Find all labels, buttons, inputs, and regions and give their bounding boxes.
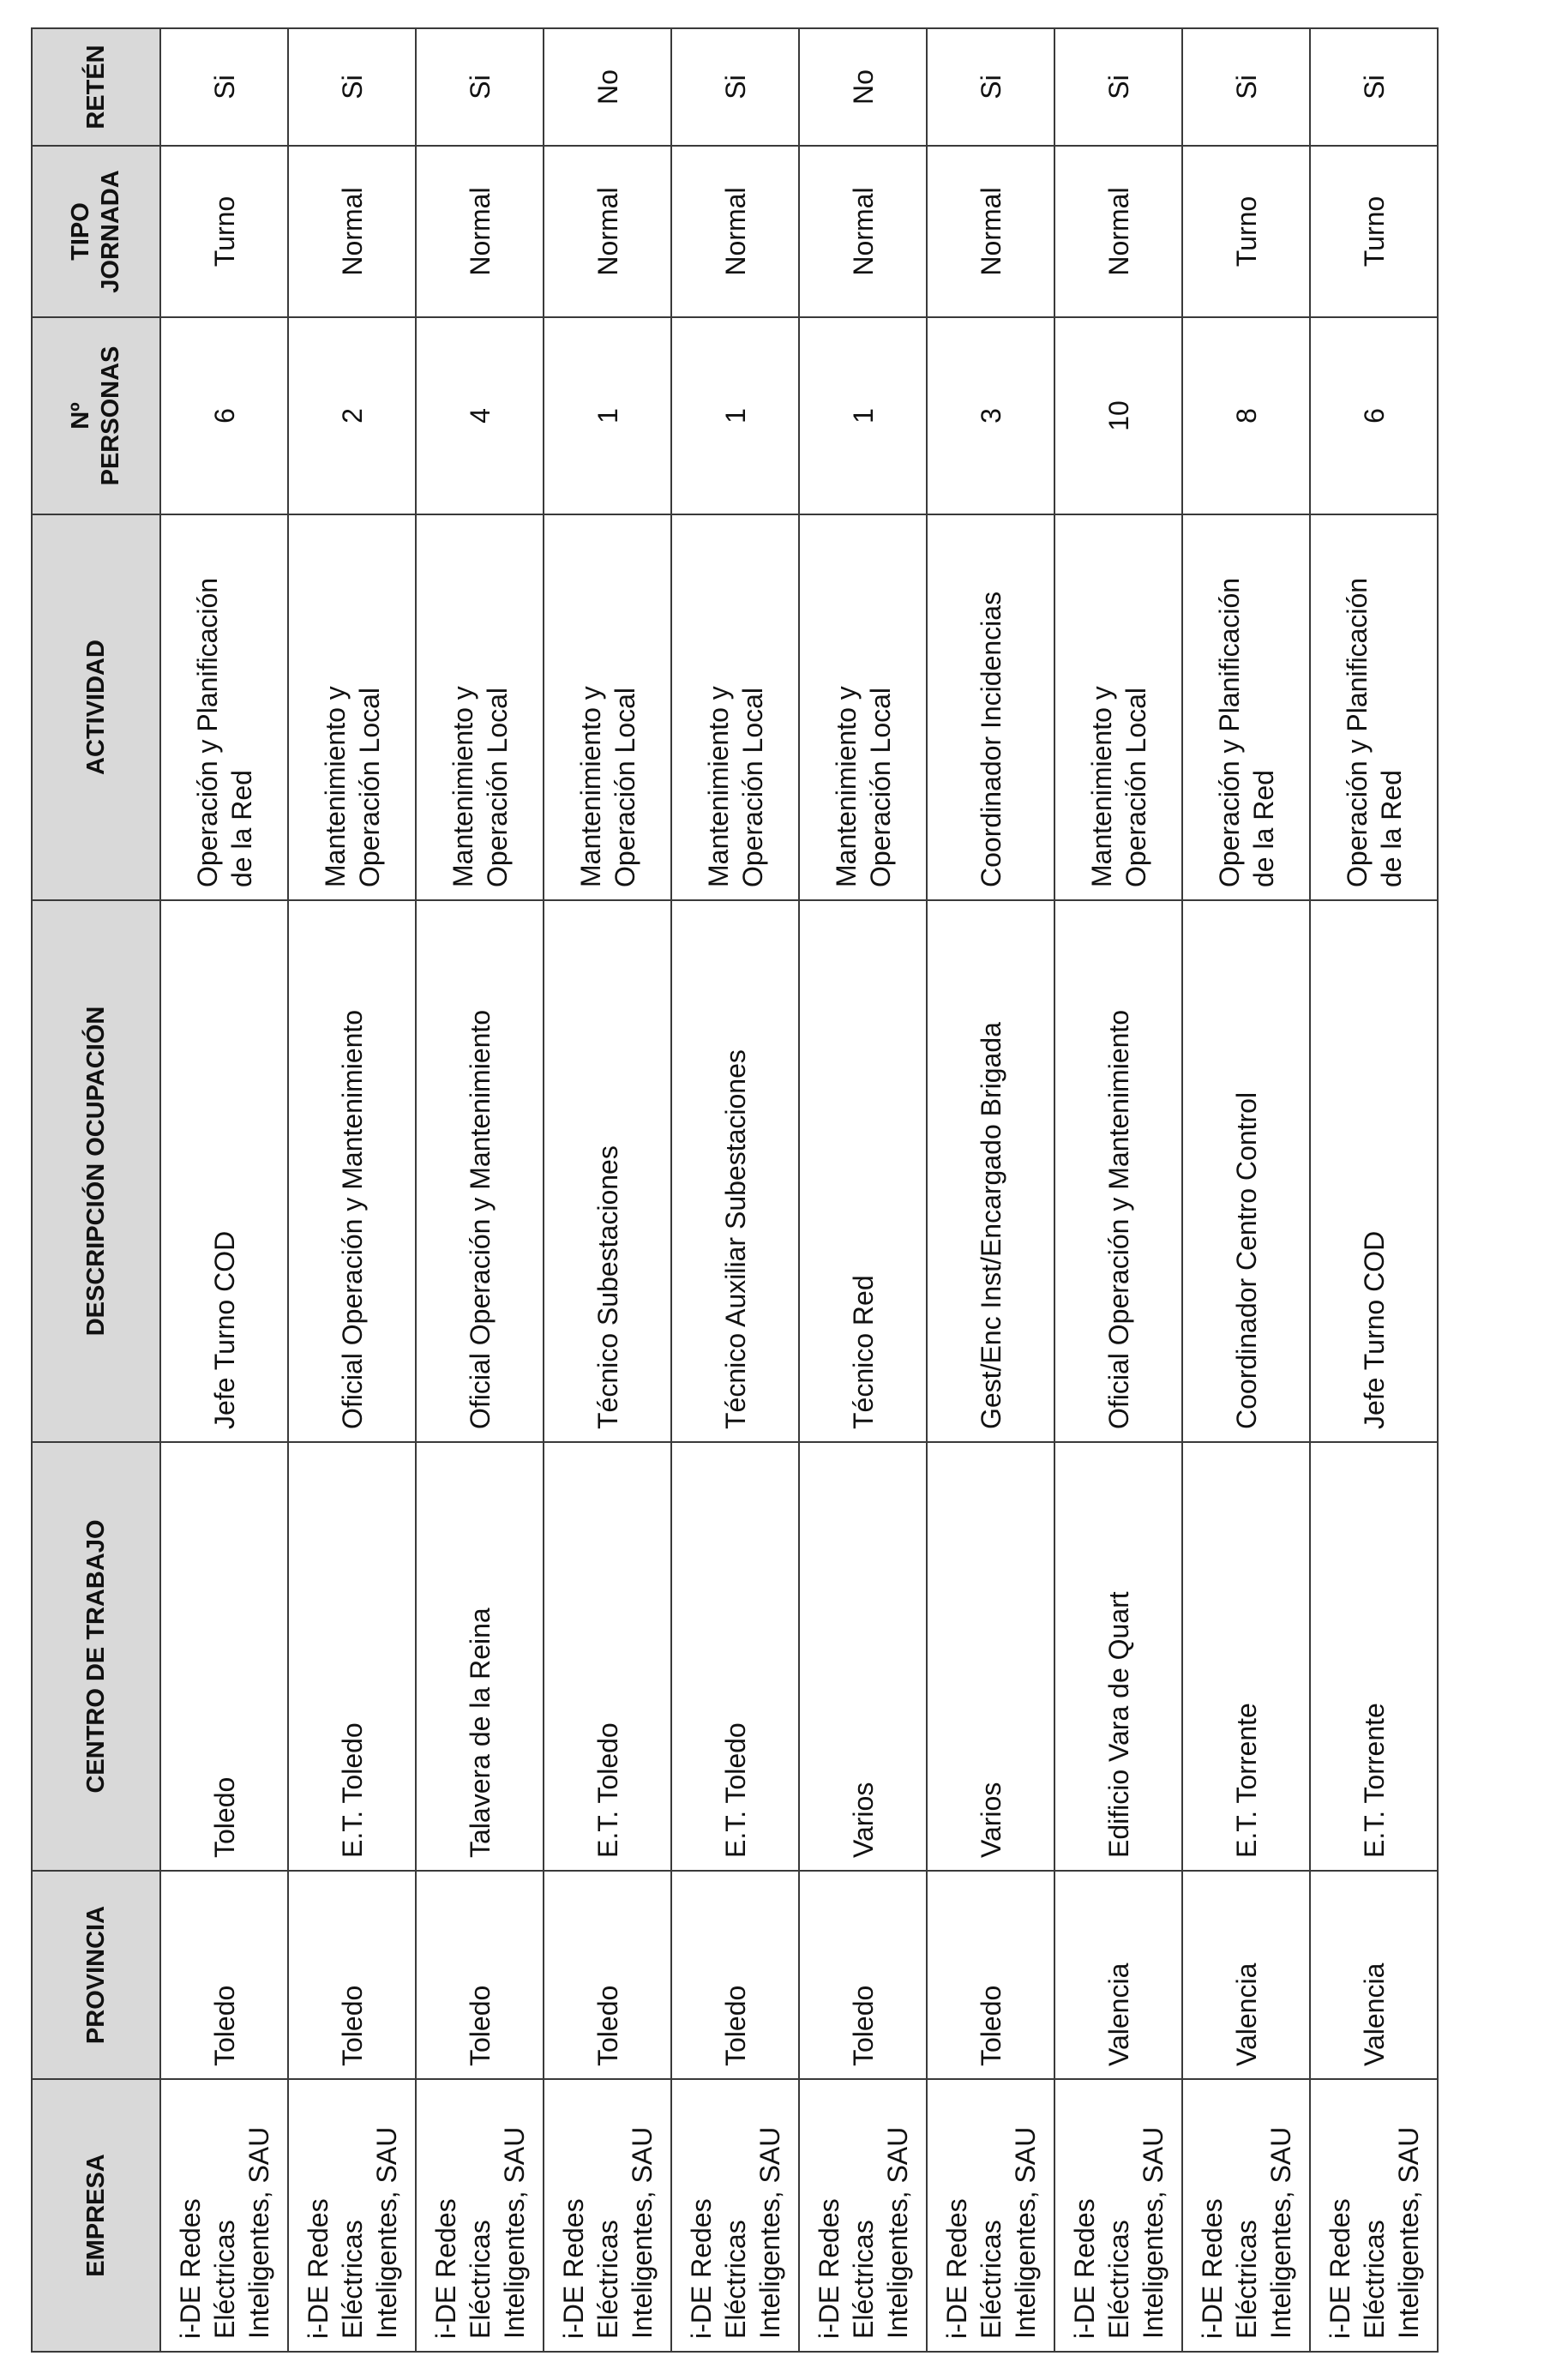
empresa-line2: Eléctricas <box>975 2220 1006 2339</box>
empresa-line2: Eléctricas <box>464 2220 496 2339</box>
cell-centro: E.T. Torrente <box>1182 1442 1310 1871</box>
cell-jornada: Normal <box>799 146 927 317</box>
header-personas <box>32 317 160 514</box>
actividad-line2: Operación Local <box>609 687 640 887</box>
cell-provincia: Toledo <box>160 1871 288 2079</box>
actividad-line1: Mantenimiento y <box>319 686 351 887</box>
cell-reten: No <box>544 28 671 146</box>
empresa-line1: i-DE Redes <box>174 2198 206 2339</box>
cell-actividad <box>160 514 288 900</box>
header-jornada <box>32 146 160 317</box>
actividad-line1: Mantenimiento y <box>830 686 862 887</box>
cell-descripcion: Técnico Red <box>799 900 927 1442</box>
cell-jornada: Normal <box>1054 146 1182 317</box>
cell-personas: 1 <box>799 317 927 514</box>
cell-personas: 4 <box>416 317 544 514</box>
cell-personas: 8 <box>1182 317 1310 514</box>
empresa-line3: Inteligentes, SAU <box>243 2126 274 2339</box>
cell-provincia: Valencia <box>1054 1871 1182 2079</box>
workforce-table <box>31 27 1439 2353</box>
cell-actividad <box>544 514 671 900</box>
empresa-line3: Inteligentes, SAU <box>754 2126 785 2339</box>
cell-jornada: Normal <box>416 146 544 317</box>
cell-descripcion: Oficial Operación y Mantenimiento <box>416 900 544 1442</box>
cell-reten: Si <box>1310 28 1438 146</box>
header-personas-line1: Nº <box>67 402 95 430</box>
table-row <box>416 28 544 2352</box>
empresa-line2: Eléctricas <box>592 2220 623 2339</box>
cell-descripcion: Oficial Operación y Mantenimiento <box>1054 900 1182 1442</box>
cell-descripcion: Jefe Turno COD <box>160 900 288 1442</box>
cell-descripcion: Jefe Turno COD <box>1310 900 1438 1442</box>
cell-reten: Si <box>160 28 288 146</box>
cell-provincia: Toledo <box>927 1871 1054 2079</box>
empresa-line1: i-DE Redes <box>557 2198 589 2339</box>
cell-reten: Si <box>671 28 799 146</box>
cell-actividad <box>671 514 799 900</box>
empresa-line2: Eléctricas <box>1230 2220 1262 2339</box>
cell-jornada: Turno <box>160 146 288 317</box>
cell-reten: Si <box>1182 28 1310 146</box>
cell-provincia: Toledo <box>416 1871 544 2079</box>
cell-empresa <box>1054 2079 1182 2352</box>
empresa-line3: Inteligentes, SAU <box>881 2126 913 2339</box>
cell-descripcion: Oficial Operación y Mantenimiento <box>288 900 416 1442</box>
empresa-line2: Eléctricas <box>208 2220 240 2339</box>
cell-actividad <box>1310 514 1438 900</box>
cell-reten: Si <box>416 28 544 146</box>
actividad-line1: Coordinador Incidencias <box>975 591 1006 887</box>
header-empresa: EMPRESA <box>32 2079 160 2352</box>
cell-personas: 6 <box>1310 317 1438 514</box>
cell-centro: Varios <box>799 1442 927 1871</box>
actividad-line1: Mantenimiento y <box>574 686 606 887</box>
empresa-line1: i-DE Redes <box>1196 2198 1228 2339</box>
table-row <box>160 28 288 2352</box>
cell-provincia: Valencia <box>1310 1871 1438 2079</box>
empresa-line1: i-DE Redes <box>1068 2198 1100 2339</box>
cell-centro: Toledo <box>160 1442 288 1871</box>
empresa-line1: i-DE Redes <box>685 2198 717 2339</box>
cell-provincia: Valencia <box>1182 1871 1310 2079</box>
cell-personas: 2 <box>288 317 416 514</box>
cell-reten: Si <box>288 28 416 146</box>
table-row <box>1182 28 1310 2352</box>
cell-centro: E.T. Toledo <box>288 1442 416 1871</box>
cell-descripcion: Técnico Subestaciones <box>544 900 671 1442</box>
table-row <box>288 28 416 2352</box>
table-row <box>544 28 671 2352</box>
empresa-line3: Inteligentes, SAU <box>1265 2126 1296 2339</box>
actividad-line1: Mantenimiento y <box>447 686 478 887</box>
actividad-line2: Operación Local <box>353 687 385 887</box>
header-jornada-line1: TIPO <box>67 202 95 261</box>
cell-jornada: Turno <box>1182 146 1310 317</box>
cell-actividad <box>1054 514 1182 900</box>
cell-provincia: Toledo <box>544 1871 671 2079</box>
cell-jornada: Turno <box>1310 146 1438 317</box>
header-centro: CENTRO DE TRABAJO <box>32 1442 160 1871</box>
cell-centro: E.T. Toledo <box>544 1442 671 1871</box>
table-row <box>1054 28 1182 2352</box>
cell-empresa <box>416 2079 544 2352</box>
cell-descripcion: Coordinador Centro Control <box>1182 900 1310 1442</box>
cell-jornada: Normal <box>544 146 671 317</box>
cell-empresa <box>1310 2079 1438 2352</box>
actividad-line2: de la Red <box>225 770 257 887</box>
cell-actividad <box>799 514 927 900</box>
empresa-line2: Eléctricas <box>847 2220 879 2339</box>
cell-jornada: Normal <box>671 146 799 317</box>
empresa-line2: Eléctricas <box>336 2220 368 2339</box>
table-row <box>1310 28 1438 2352</box>
cell-jornada: Normal <box>288 146 416 317</box>
actividad-line2: de la Red <box>1247 770 1279 887</box>
cell-empresa <box>671 2079 799 2352</box>
cell-actividad <box>1182 514 1310 900</box>
actividad-line1: Operación y Planificación <box>191 577 223 887</box>
table-row <box>927 28 1054 2352</box>
cell-empresa <box>544 2079 671 2352</box>
cell-empresa <box>799 2079 927 2352</box>
table-row <box>799 28 927 2352</box>
empresa-line3: Inteligentes, SAU <box>1009 2126 1041 2339</box>
empresa-line3: Inteligentes, SAU <box>498 2126 530 2339</box>
header-actividad: ACTIVIDAD <box>32 514 160 900</box>
cell-personas: 3 <box>927 317 1054 514</box>
header-descripcion: DESCRIPCIÓN OCUPACIÓN <box>32 900 160 1442</box>
cell-centro: Edificio Vara de Quart <box>1054 1442 1182 1871</box>
rotated-page <box>31 29 1439 2353</box>
actividad-line1: Operación y Planificación <box>1213 577 1245 887</box>
empresa-line2: Eléctricas <box>1102 2220 1134 2339</box>
header-reten: RETÉN <box>32 28 160 146</box>
cell-actividad <box>416 514 544 900</box>
empresa-line2: Eléctricas <box>1358 2220 1390 2339</box>
cell-personas: 1 <box>544 317 671 514</box>
cell-reten: Si <box>927 28 1054 146</box>
cell-personas: 10 <box>1054 317 1182 514</box>
empresa-line1: i-DE Redes <box>430 2198 461 2339</box>
cell-centro: E.T. Toledo <box>671 1442 799 1871</box>
cell-empresa <box>1182 2079 1310 2352</box>
empresa-line2: Eléctricas <box>719 2220 751 2339</box>
cell-centro: Talavera de la Reina <box>416 1442 544 1871</box>
header-row <box>32 28 160 2352</box>
empresa-line3: Inteligentes, SAU <box>1392 2126 1424 2339</box>
cell-reten: Si <box>1054 28 1182 146</box>
cell-descripcion: Técnico Auxiliar Subestaciones <box>671 900 799 1442</box>
cell-empresa <box>288 2079 416 2352</box>
actividad-line2: Operación Local <box>736 687 768 887</box>
actividad-line2: Operación Local <box>1120 687 1151 887</box>
actividad-line2: de la Red <box>1375 770 1407 887</box>
cell-personas: 1 <box>671 317 799 514</box>
actividad-line1: Mantenimiento y <box>1085 686 1117 887</box>
table-row <box>671 28 799 2352</box>
cell-centro: E.T. Torrente <box>1310 1442 1438 1871</box>
header-provincia: PROVINCIA <box>32 1871 160 2079</box>
header-jornada-line2: JORNADA <box>97 170 124 293</box>
cell-provincia: Toledo <box>671 1871 799 2079</box>
cell-provincia: Toledo <box>799 1871 927 2079</box>
cell-reten: No <box>799 28 927 146</box>
empresa-line3: Inteligentes, SAU <box>1137 2126 1169 2339</box>
empresa-line1: i-DE Redes <box>940 2198 972 2339</box>
table-body <box>160 28 1438 2352</box>
empresa-line1: i-DE Redes <box>813 2198 844 2339</box>
empresa-line3: Inteligentes, SAU <box>626 2126 658 2339</box>
actividad-line1: Operación y Planificación <box>1341 577 1373 887</box>
cell-empresa <box>927 2079 1054 2352</box>
empresa-line1: i-DE Redes <box>1324 2198 1355 2339</box>
cell-descripcion: Gest/Enc Inst/Encargado Brigada <box>927 900 1054 1442</box>
cell-empresa <box>160 2079 288 2352</box>
cell-centro: Varios <box>927 1442 1054 1871</box>
cell-actividad <box>927 514 1054 900</box>
cell-provincia: Toledo <box>288 1871 416 2079</box>
cell-personas: 6 <box>160 317 288 514</box>
cell-jornada: Normal <box>927 146 1054 317</box>
actividad-line2: Operación Local <box>481 687 513 887</box>
empresa-line3: Inteligentes, SAU <box>370 2126 402 2339</box>
header-personas-line2: PERSONAS <box>97 346 124 486</box>
cell-actividad <box>288 514 416 900</box>
actividad-line1: Mantenimiento y <box>702 686 734 887</box>
empresa-line1: i-DE Redes <box>302 2198 333 2339</box>
actividad-line2: Operación Local <box>864 687 896 887</box>
